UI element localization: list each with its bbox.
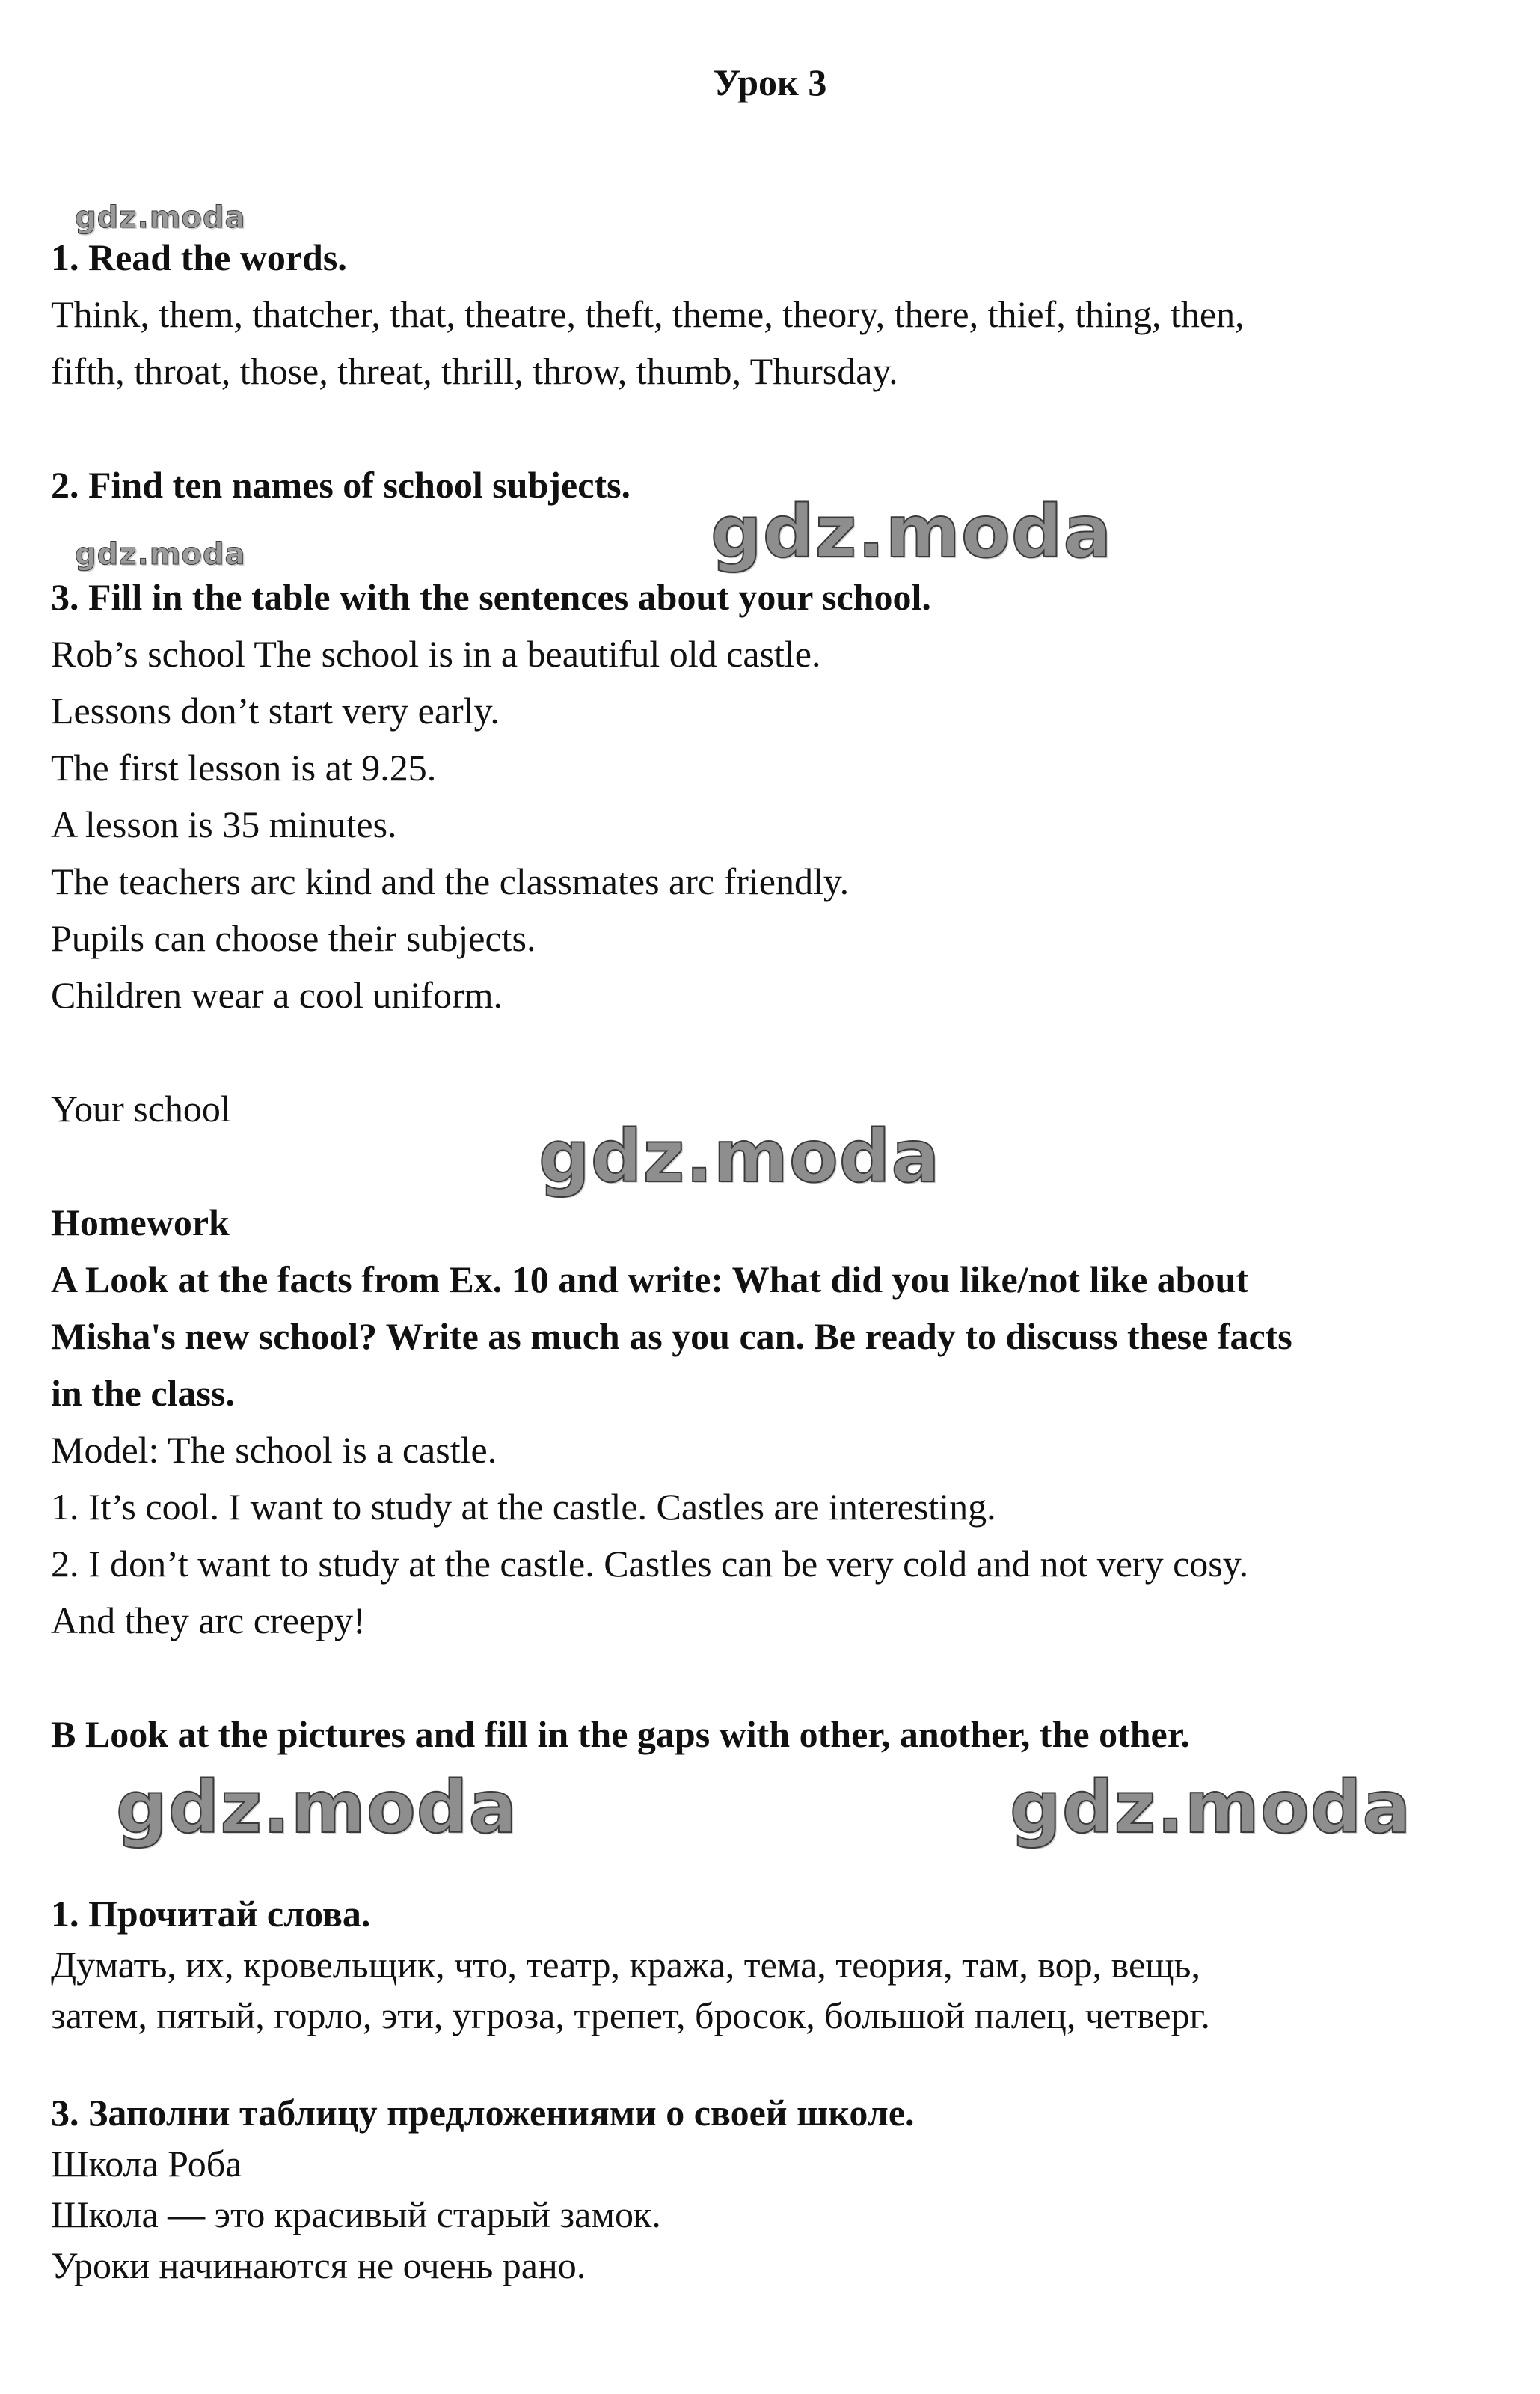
- ex3-line: A lesson is 35 minutes.: [51, 803, 397, 845]
- ex3-line: The teachers arc kind and the classmates arc friendly.: [51, 860, 850, 902]
- ex3-line: Rob’s school The school is in a beautiful old castle.: [51, 633, 821, 675]
- ru1-line: Думать, их, кровельщик, что, театр, кража, тема, теория, там, вор, вещь,: [51, 1944, 1200, 1986]
- ex3-your-school: Your school: [51, 1088, 231, 1130]
- ru3-line: Школа Роба: [51, 2143, 242, 2185]
- ex3-line: Lessons don’t start very early.: [51, 690, 500, 732]
- watermark: gdz.moda: [711, 490, 1113, 574]
- ru1-line: затем, пятый, горло, эти, угроза, трепет, бросок, большой палец, четверг.: [51, 1995, 1210, 2036]
- ex3-line: Pupils can choose their subjects.: [51, 917, 536, 959]
- ex1-heading: 1. Read the words.: [51, 236, 347, 278]
- homework-a-heading: A Look at the facts from Ex. 10 and write: What did you like/not like about: [51, 1258, 1249, 1300]
- homework-a-heading: in the class.: [51, 1372, 235, 1414]
- ru3-line: Школа — это красивый старый замок.: [51, 2194, 661, 2235]
- ex2-heading: 2. Find ten names of school subjects.: [51, 464, 631, 506]
- watermark: gdz.moda: [1010, 1766, 1412, 1849]
- ex1-line: Think, them, thatcher, that, theatre, theft, theme, theory, there, thief, thing, then,: [51, 293, 1245, 335]
- ex1-line: fifth, throat, those, threat, thrill, throw, thumb, Thursday.: [51, 350, 898, 392]
- watermark: gdz.moda: [116, 1766, 518, 1849]
- homework-a-line: 2. I don’t want to study at the castle. Castles can be very cold and not very cosy.: [51, 1543, 1248, 1585]
- homework-heading: Homework: [51, 1201, 230, 1243]
- homework-b-heading: B Look at the pictures and fill in the gaps with other, another, the other.: [51, 1713, 1190, 1755]
- ex3-line: Children wear a cool uniform.: [51, 974, 503, 1016]
- ex3-heading: 3. Fill in the table with the sentences about your school.: [51, 576, 931, 618]
- page-title: Урок 3: [713, 61, 827, 103]
- homework-a-line: And they arc creepy!: [51, 1599, 366, 1641]
- ru3-line: Уроки начинаются не очень рано.: [51, 2244, 586, 2286]
- ru1-heading: 1. Прочитай слова.: [51, 1893, 371, 1935]
- homework-a-line: Model: The school is a castle.: [51, 1429, 497, 1471]
- watermark: gdz.moda: [75, 200, 246, 235]
- homework-a-line: 1. It’s cool. I want to study at the castle. Castles are interesting.: [51, 1486, 996, 1528]
- ex3-line: The first lesson is at 9.25.: [51, 747, 437, 789]
- ru3-heading: 3. Заполни таблицу предложениями о своей школе.: [51, 2092, 915, 2134]
- homework-a-heading: Misha's new school? Write as much as you can. Be ready to discuss these facts: [51, 1315, 1292, 1357]
- watermark: gdz.moda: [75, 537, 246, 572]
- watermark: gdz.moda: [539, 1115, 941, 1198]
